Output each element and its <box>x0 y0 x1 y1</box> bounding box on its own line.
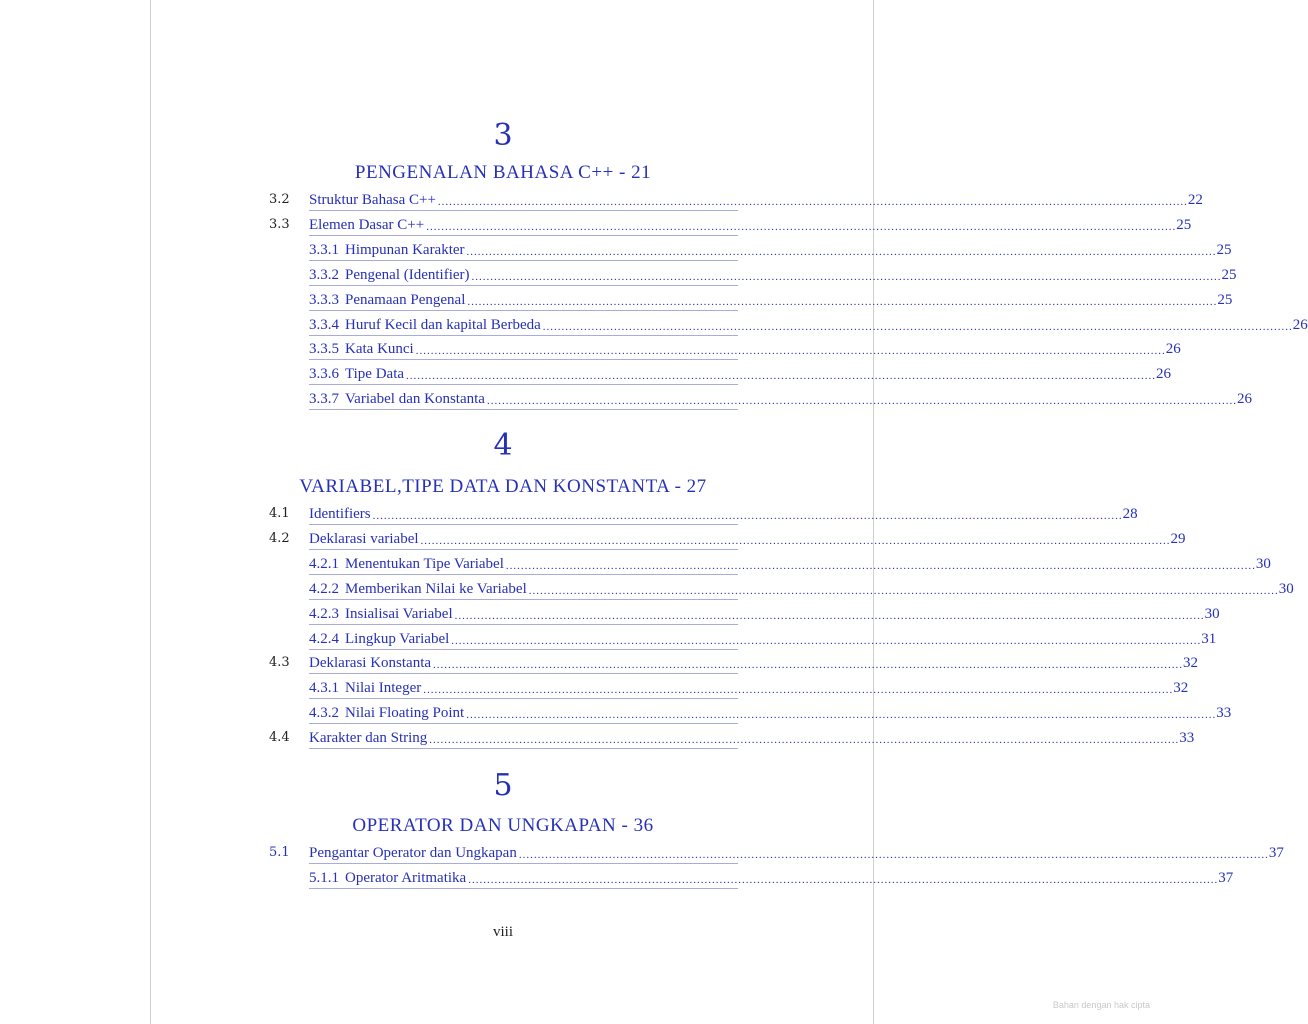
section-number: 4.4 <box>269 730 290 746</box>
toc-label: Insialisai Variabel <box>345 605 453 622</box>
toc-page-number: 30 <box>1278 580 1294 597</box>
toc-label: Pengenal (Identifier) <box>345 266 470 283</box>
toc-page-number: 30 <box>1204 605 1220 622</box>
toc-label: Nilai Floating Point <box>345 705 465 722</box>
toc-link[interactable] <box>309 389 1252 410</box>
dot-leader: ........................................................................................................................................................................................................ <box>505 559 1256 572</box>
toc-page-number: 26 <box>1156 366 1172 383</box>
subsection-number: 3.3.2 <box>309 266 339 283</box>
toc-page-number: 22 <box>1187 192 1203 208</box>
subsection-number: 3.3.5 <box>309 341 339 358</box>
chapter-number: 4 <box>493 428 513 463</box>
dot-leader: ........................................................................................................................................................................................................ <box>486 395 1237 408</box>
toc-page-number: 25 <box>1176 216 1192 233</box>
toc-link[interactable] <box>309 315 1308 336</box>
dot-leader: ........................................................................................................................................................................................................ <box>466 245 1217 258</box>
dot-leader: ........................................................................................................................................................................................................ <box>433 659 1184 672</box>
toc-entry <box>151 868 1234 890</box>
toc-label: Lingkup Variabel <box>345 630 450 647</box>
subsection-number: 3.3.7 <box>309 391 339 408</box>
dot-leader: ........................................................................................................................................................................................................ <box>420 534 1171 547</box>
subsection-number: 4.2.4 <box>309 630 339 647</box>
dot-leader: ........................................................................................................................................................................................................ <box>468 873 1219 886</box>
subsection-number: 3.3.3 <box>309 291 339 308</box>
toc-link[interactable] <box>309 843 1284 864</box>
subsection-number: 3.3.1 <box>309 241 339 258</box>
toc-link[interactable] <box>309 290 1233 311</box>
section-number: 3.3 <box>269 216 290 232</box>
toc-page-number: 25 <box>1216 241 1232 258</box>
chapter-title-link[interactable]: VARIABEL,TIPE DATA DAN KONSTANTA - 27 <box>299 476 707 497</box>
toc-link[interactable] <box>309 504 1138 525</box>
toc-entry <box>151 703 1232 725</box>
toc-link[interactable] <box>309 265 1237 286</box>
chapter-number: 3 <box>493 118 513 153</box>
toc-page-number: 25 <box>1217 291 1233 308</box>
toc-label: Menentukan Tipe Variabel <box>345 555 504 572</box>
toc-page-number: 26 <box>1292 316 1308 333</box>
subsection-number: 4.2.2 <box>309 580 339 597</box>
dot-leader: ........................................................................................................................................................................................................ <box>518 849 1269 861</box>
toc-label: Huruf Kecil dan kapital Berbeda <box>345 316 541 333</box>
dot-leader: ........................................................................................................................................................................................................ <box>372 510 1123 522</box>
chapter-number: 5 <box>493 768 513 803</box>
section-number: 4.1 <box>269 506 290 521</box>
dot-leader: ........................................................................................................................................................................................................ <box>415 345 1166 358</box>
section-number: 3.2 <box>269 192 290 207</box>
toc-link[interactable] <box>309 240 1232 261</box>
toc-link[interactable] <box>309 215 1192 236</box>
subsection-number: 4.2.1 <box>309 555 339 572</box>
toc-link[interactable] <box>309 190 1203 211</box>
dot-leader: ........................................................................................................................................................................................................ <box>423 684 1174 697</box>
toc-entry <box>151 364 1172 386</box>
dot-leader: ........................................................................................................................................................................................................ <box>406 370 1157 383</box>
dot-leader: ........................................................................................................................................................................................................ <box>437 196 1188 208</box>
dot-leader: ........................................................................................................................................................................................................ <box>451 634 1202 647</box>
toc-label: Deklarasi Konstanta <box>309 655 432 672</box>
toc-entry <box>151 653 1199 675</box>
dot-leader: ........................................................................................................................................................................................................ <box>542 320 1293 333</box>
toc-label: Operator Aritmatika <box>345 869 467 886</box>
dot-leader: ........................................................................................................................................................................................................ <box>466 709 1217 722</box>
subsection-number: 3.3.6 <box>309 366 339 383</box>
toc-entry <box>151 190 1203 212</box>
toc-link[interactable] <box>309 339 1181 360</box>
toc-label: Kata Kunci <box>345 341 414 358</box>
toc-link[interactable] <box>309 703 1232 724</box>
toc-page-number: 28 <box>1122 506 1138 522</box>
toc-entry <box>151 339 1181 361</box>
chapter-title-link[interactable]: PENGENALAN BAHASA C++ - 21 <box>354 162 652 183</box>
toc-page-number: 32 <box>1183 655 1199 672</box>
toc-entry <box>151 240 1232 262</box>
dot-leader: ........................................................................................................................................................................................................ <box>528 584 1279 597</box>
toc-label: Penamaan Pengenal <box>345 291 466 308</box>
toc-entry <box>151 604 1220 626</box>
toc-page-number: 37 <box>1268 845 1284 861</box>
toc-entry <box>151 843 1284 865</box>
toc-link[interactable] <box>309 554 1271 575</box>
toc-link[interactable] <box>309 529 1186 550</box>
toc-label: Struktur Bahasa C++ <box>309 192 436 208</box>
toc-link[interactable] <box>309 579 1294 600</box>
toc-link[interactable] <box>309 678 1189 699</box>
toc-link[interactable] <box>309 364 1172 385</box>
toc-label: Himpunan Karakter <box>345 241 465 258</box>
subsection-number: 3.3.4 <box>309 316 339 333</box>
toc-entry <box>151 728 1195 750</box>
toc-link[interactable] <box>309 868 1234 889</box>
toc-link[interactable] <box>309 728 1195 749</box>
dot-leader: ........................................................................................................................................................................................................ <box>429 734 1180 747</box>
section-number: 4.2 <box>269 530 290 546</box>
section-number: 5.1 <box>269 845 290 860</box>
subsection-number: 4.3.1 <box>309 680 339 697</box>
toc-page-number: 33 <box>1179 730 1195 747</box>
toc-label: Deklarasi variabel <box>309 530 419 547</box>
chapter-title-link[interactable]: OPERATOR DAN UNGKAPAN - 36 <box>352 815 654 836</box>
dot-leader: ........................................................................................................................................................................................................ <box>454 609 1205 622</box>
toc-entry <box>151 629 1217 651</box>
toc-label: Pengantar Operator dan Ungkapan <box>309 845 517 861</box>
toc-page-number: 31 <box>1201 630 1217 647</box>
toc-page-number: 25 <box>1221 266 1237 283</box>
toc-label: Nilai Integer <box>345 680 422 697</box>
dot-leader: ........................................................................................................................................................................................................ <box>471 270 1222 283</box>
toc-entry <box>151 529 1186 551</box>
toc-entry <box>151 290 1233 312</box>
toc-label: Elemen Dasar C++ <box>309 216 425 233</box>
section-number: 4.3 <box>269 655 290 671</box>
toc-label: Identifiers <box>309 506 371 522</box>
toc-page-number: 29 <box>1170 530 1186 547</box>
toc-label: Karakter dan String <box>309 730 428 747</box>
dot-leader: ........................................................................................................................................................................................................ <box>467 295 1218 308</box>
dot-leader: ........................................................................................................................................................................................................ <box>426 220 1177 233</box>
copyright-watermark: Bahan dengan hak cipta <box>1052 1000 1150 1010</box>
subsection-number: 5.1.1 <box>309 869 339 886</box>
toc-entry <box>151 554 1271 576</box>
toc-entry <box>151 504 1138 526</box>
page-number: viii <box>492 924 513 940</box>
toc-page-number: 26 <box>1236 391 1252 408</box>
toc-label: Tipe Data <box>345 366 405 383</box>
toc-page-number: 32 <box>1173 680 1189 697</box>
toc-entry <box>151 315 1308 337</box>
toc-label: Variabel dan Konstanta <box>345 391 485 408</box>
toc-label: Memberikan Nilai ke Variabel <box>345 580 527 597</box>
subsection-number: 4.3.2 <box>309 705 339 722</box>
toc-page-number: 37 <box>1218 869 1234 886</box>
toc-link[interactable] <box>309 653 1199 674</box>
toc-page-number: 26 <box>1165 341 1181 358</box>
toc-page-number: 30 <box>1255 555 1271 572</box>
toc-page-number: 33 <box>1216 705 1232 722</box>
toc-entry <box>151 215 1192 237</box>
toc-link[interactable] <box>309 629 1217 650</box>
subsection-number: 4.2.3 <box>309 605 339 622</box>
toc-entry <box>151 389 1252 411</box>
toc-entry <box>151 579 1294 601</box>
toc-entry <box>151 265 1237 287</box>
toc-link[interactable] <box>309 604 1220 625</box>
toc-entry <box>151 678 1189 700</box>
